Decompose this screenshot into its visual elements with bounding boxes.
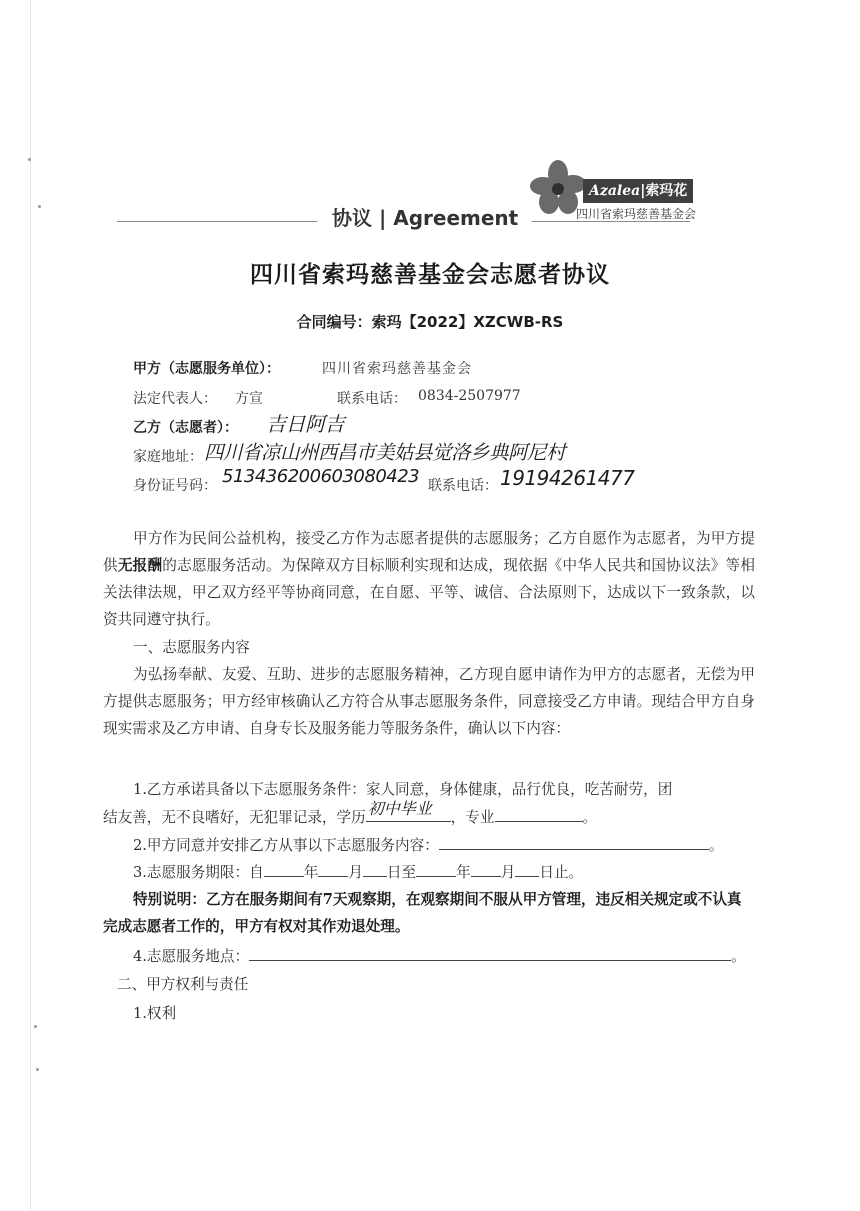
section-2-sub-1: 1.权利 — [133, 1005, 177, 1022]
section-2-heading: 二、甲方权利与责任 — [117, 976, 249, 993]
party-b-phone-label: 联系电话： — [428, 478, 498, 494]
item-3-line: 3.志愿服务期限：自 年 月 日至 年 月 日止。 — [133, 861, 583, 882]
logo-badge: Azalea|索玛花 — [583, 179, 693, 203]
scan-speck — [38, 205, 41, 208]
party-b-address-handwritten: 四川省凉山州西昌市美姑县觉洛乡典阿尼村 — [204, 441, 566, 464]
party-a-phone: 0834-2507977 — [418, 388, 521, 404]
end-day-field — [515, 861, 539, 877]
scan-speck — [28, 158, 31, 161]
unpaid-emphasis: 无报酬 — [117, 557, 163, 574]
section-1-heading: 一、志愿服务内容 — [133, 639, 250, 656]
party-a-phone-label: 联系电话： — [337, 391, 407, 407]
contract-number: 合同编号：索玛【2022】XZCWB-RS — [296, 313, 564, 331]
service-location-field — [249, 945, 731, 961]
party-a-rep: 方宣 — [235, 391, 263, 407]
section-1-paragraph: 为弘扬奉献、友爱、互助、进步的志愿服务精神，乙方现自愿申请作为甲方的志愿者，无偿为甲方提供志愿服务；甲方经审核确认乙方符合从事志愿服务条件，同意接受乙方申请。现结合甲方自身现实需求及乙方申请、自身专长及服务能力等服务条件，确认以下内容： — [103, 666, 755, 737]
scan-speck — [36, 1068, 39, 1071]
logo-org-name: 四川省索玛慈善基金会 — [576, 207, 697, 221]
party-b-phone-handwritten: 19194261477 — [500, 466, 635, 490]
party-b-label: 乙方（志愿者）： — [133, 420, 238, 436]
education-handwritten: 初中毕业 — [367, 799, 432, 818]
intro-paragraph: 甲方作为民间公益机构，接受乙方作为志愿者提供的志愿服务；乙方自愿作为志愿者，为甲方提供无报酬的志愿服务活动。为保障双方目标顺利实现和达成，现依据《中华人民共和国协议法》等相关法律法规，甲乙双方经平等协商同意，在自愿、平等、诚信、合法原则下，达成以下一致条款，以资共同遵守执行。 — [103, 530, 755, 628]
party-b-id-handwritten: 513436200603080423 — [222, 466, 420, 487]
item-1-line-b: 结友善，无不良嗜好，无犯罪记录，学历 初中毕业 ，专业 。 — [103, 806, 597, 827]
end-month-field — [471, 861, 501, 877]
party-b-address-label: 家庭地址： — [133, 449, 203, 465]
party-b-name-handwritten: 吉日阿吉 — [266, 412, 344, 436]
item-1-line-a: 1.乙方承诺具备以下志愿服务条件：家人同意，身体健康，品行优良，吃苦耐劳，团 — [133, 781, 673, 798]
party-a-rep-label: 法定代表人： — [133, 391, 217, 407]
item-4-line: 4.志愿服务地点： 。 — [133, 945, 746, 966]
end-year-field — [416, 861, 456, 877]
start-year-field — [264, 861, 304, 877]
header-label: 协议 | Agreement — [315, 200, 534, 236]
party-a-label: 甲方（志愿服务单位）： — [133, 361, 280, 377]
special-note: 特别说明：乙方在服务期间有7天观察期，在观察期间不服从甲方管理，违反相关规定或不认真完成志愿者工作的，甲方有权对其作劝退处理。 — [103, 891, 742, 935]
service-content-field — [439, 834, 709, 850]
education-field — [366, 799, 451, 822]
item-2-line: 2.甲方同意并安排乙方从事以下志愿服务内容： 。 — [133, 834, 723, 855]
party-b-id-label: 身份证号码： — [133, 478, 217, 494]
logo-brand: Azalea — [589, 183, 641, 199]
start-month-field — [318, 861, 348, 877]
scan-speck — [34, 1025, 37, 1028]
logo-name: 索玛花 — [645, 183, 688, 199]
party-a-name: 四川省索玛慈善基金会 — [322, 361, 472, 377]
start-day-field — [363, 861, 387, 877]
major-field — [495, 806, 583, 822]
scan-edge-line — [30, 0, 31, 1211]
document-title: 四川省索玛慈善基金会志愿者协议 — [250, 262, 610, 288]
